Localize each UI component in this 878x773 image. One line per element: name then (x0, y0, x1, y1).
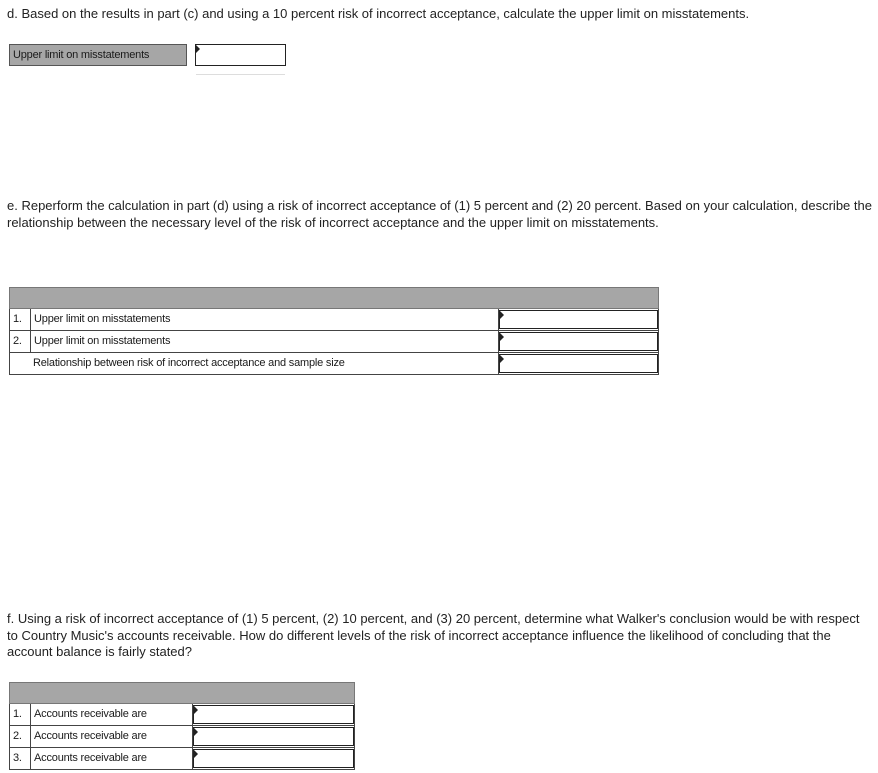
answer-input-f3[interactable] (193, 749, 355, 768)
answer-cell (498, 353, 658, 375)
row-number: 2. (10, 726, 31, 748)
table-header-row (10, 288, 659, 309)
row-label: Upper limit on misstatements (31, 331, 499, 353)
table-header-cell (10, 288, 659, 309)
row-number: 1. (10, 309, 31, 331)
table-header-row (10, 683, 355, 704)
row-label: Accounts receivable are (31, 748, 192, 770)
part-e-table (9, 287, 659, 375)
table-row (10, 704, 355, 726)
answer-cell (192, 726, 355, 748)
answer-cell (498, 331, 658, 353)
row-label: Accounts receivable are (31, 704, 192, 726)
table-row (10, 331, 659, 353)
question-e-text: e. Reperform the calculation in part (d) using a risk of incorrect acceptance of (1) 5 percent and (2) 20 percent. Based on your calculation, describe the relationship between the necessary level of the risk of incorrect acceptance and the upper limit on misstatements. (7, 198, 872, 230)
row-number: 2. (10, 331, 31, 353)
answer-cell (192, 748, 355, 770)
answer-cell (498, 309, 658, 331)
answer-input-e1[interactable] (499, 310, 658, 329)
upper-limit-label: Upper limit on misstatements (9, 44, 187, 66)
table-row (10, 748, 355, 770)
upper-limit-input[interactable] (195, 44, 286, 66)
row-label: Relationship between risk of incorrect acceptance and sample size (10, 353, 499, 375)
answer-input-e2[interactable] (499, 332, 658, 351)
row-label: Accounts receivable are (31, 726, 192, 748)
row-number: 1. (10, 704, 31, 726)
table-row (10, 353, 659, 375)
answer-input-f1[interactable] (193, 705, 355, 724)
answer-cell (192, 704, 355, 726)
answer-input-e-relationship[interactable] (499, 354, 658, 373)
table-header-cell (10, 683, 355, 704)
table-row (10, 309, 659, 331)
question-d-text: d. Based on the results in part (c) and using a 10 percent risk of incorrect acceptance, calculate the upper limit on misstatements. (7, 6, 750, 21)
row-label: Upper limit on misstatements (31, 309, 499, 331)
question-f-text: f. Using a risk of incorrect acceptance of (1) 5 percent, (2) 10 percent, and (3) 20 percent, determine what Walker's conclusion would be with respect to Country Music's accounts receivable. How do different levels of the risk of incorrect acceptance influence the likelihood of concluding that the account balance is fairly stated? (7, 611, 860, 659)
row-number: 3. (10, 748, 31, 770)
part-f-table (9, 682, 355, 770)
part-d-answer-row (9, 44, 286, 66)
table-row (10, 726, 355, 748)
answer-input-f2[interactable] (193, 727, 355, 746)
